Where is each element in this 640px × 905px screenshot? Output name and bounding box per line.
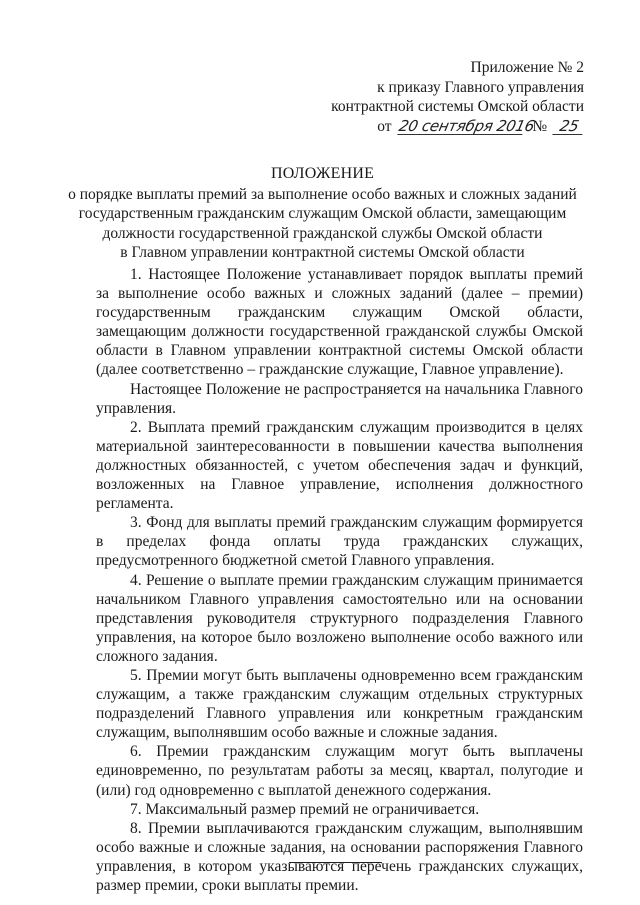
appendix-date-line — [331, 117, 584, 137]
paragraph-5: 5. Премии могут быть выплачены одновременно всем гражданским служащим, а также гражданским служащим отдельных структурных подразделений Главного управления или конкретным гражданским служащим, выполнявшим особо важные и сложные задания. — [96, 666, 583, 742]
end-separator-line — [289, 862, 382, 863]
appendix-header — [331, 58, 584, 136]
appendix-organization: контрактной системы Омской области — [331, 98, 584, 115]
handwritten-number: 25 — [552, 119, 585, 135]
paragraph-4: 4. Решение о выплате премии гражданским служащим принимается начальником Главного управления самостоятельно или на основании представления руководителя структурного подразделения Главного управления, на которое было возложено выполнение особо важного или сложного задания. — [96, 571, 583, 665]
paragraph-1-note: Настоящее Положение не распространяется на начальника Главного управления. — [96, 380, 583, 417]
date-prefix: от — [377, 117, 392, 135]
paragraph-3: 3. Фонд для выплаты премий гражданским служащим формируется в пределах фонда оплаты труда гражданских служащих, предусмотренного бюджетной сметой Главного управления. — [96, 514, 583, 570]
document-title — [50, 164, 595, 263]
title-heading: ПОЛОЖЕНИЕ — [270, 165, 375, 182]
handwritten-date: 20 сентября 2016 — [397, 116, 537, 135]
appendix-order-ref: к приказу Главного управления — [377, 78, 584, 96]
paragraph-7: 7. Максимальный размер премий не ограничивается. — [130, 800, 480, 818]
document-body — [96, 265, 583, 895]
paragraph-2: 2. Выплата премий гражданским служащим производится в целях материальной заинтересованности в повышении качества выполнения должностных обязанностей, с учетом обеспечения задач и функций, возложенных на Главное управление, исполнения должностного регламента. — [96, 418, 583, 513]
title-subline: государственным гражданским служащим Омской области, замещающим — [78, 205, 567, 222]
paragraph-6: 6. Премии гражданским служащим могут быть выплачены единовременно, по результатам работы за месяц, квартал, полугодие и (или) год одновременно с выплатой денежного содержания. — [96, 743, 583, 799]
appendix-title: Приложение № 2 — [470, 59, 584, 76]
title-subline: должности государственной гражданской службы Омской области — [102, 224, 543, 242]
paragraph-8: 8. Премии выплачиваются гражданским служащим, выполнявшим особо важные и сложные задания, на основании распоряжения Главного управления, в котором указываются перечень гражданских служащих, размер премии, сроки выплаты премии. — [96, 819, 583, 894]
number-sign: № — [532, 117, 548, 135]
paragraph-1: 1. Настоящее Положение устанавливает порядок выплаты премий за выполнение особо важных и сложных заданий (далее – премии) государственным гражданским служащим Омской области, замещающим должности государственной гражданской службы Омской области в Главном управлении контрактной системы Омской области (далее соответственно – гражданские служащие, Главное управление). — [96, 266, 583, 379]
title-subline: о порядке выплаты премий за выполнение особо важных и сложных заданий — [68, 185, 577, 203]
title-subline: в Главном управлении контрактной системы Омской области — [120, 244, 525, 261]
